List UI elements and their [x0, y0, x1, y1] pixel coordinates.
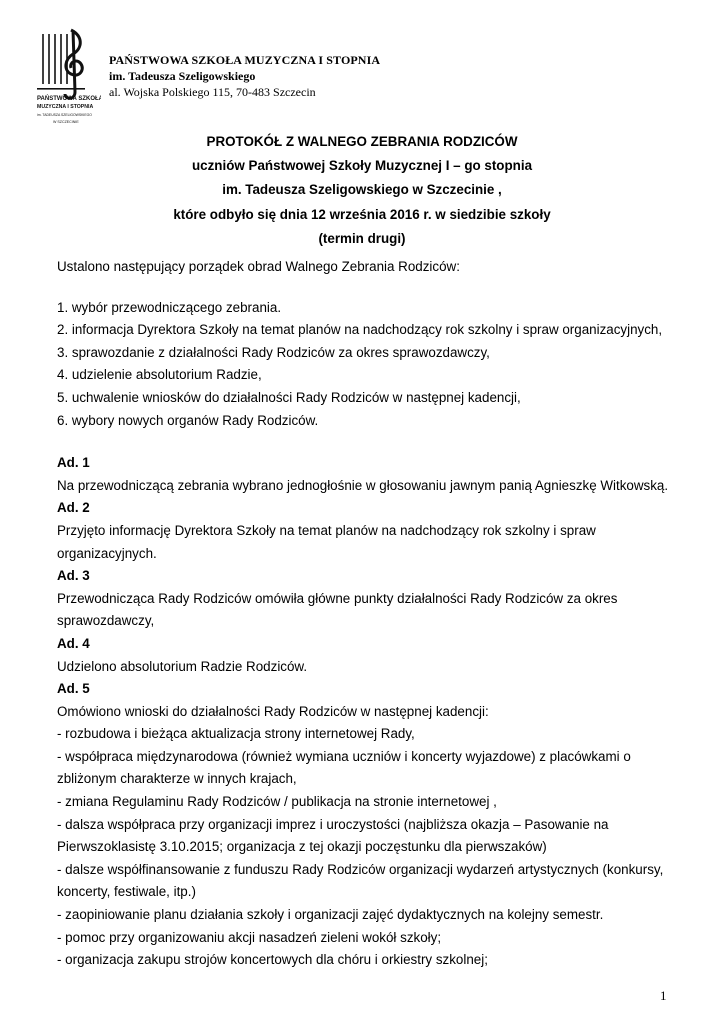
section-line: Przewodnicząca Rady Rodziców omówiła główne punkty działalności Rady Rodziców za okres [57, 590, 618, 606]
agenda-item: 5. uchwalenie wniosków do działalności Rady Rodziców w następnej kadencji, [57, 389, 521, 405]
logo-text-line: MUZYCZNA I STOPNIA [37, 104, 94, 110]
section-ad-1 [57, 452, 697, 497]
school-name: PAŃSTWOWA SZKOŁA MUZYCZNA I STOPNIA [109, 53, 381, 67]
spacer [57, 279, 697, 297]
section-line: - dalsze współfinansowanie z funduszu Rady Rodziców organizacji wydarzeń artystycznych (konkursy, [57, 861, 664, 877]
title-line: im. Tadeusza Szeligowskiego w Szczecinie , [222, 182, 502, 198]
title-line: uczniów Państwowej Szkoły Muzycznej I – go stopnia [191, 158, 533, 174]
agenda-item: 4. udzielenie absolutorium Radzie, [57, 367, 262, 383]
section-ad-2 [57, 497, 697, 565]
logo-text-line: W SZCZECINIE [53, 120, 79, 124]
section-ad-4 [57, 633, 697, 678]
section-heading: Ad. 4 [57, 635, 90, 651]
agenda-item: 2. informacja Dyrektora Szkoły na temat planów na nadchodzący rok szkolny i spraw organizacyjnych, [57, 322, 663, 338]
section-line: zbliżonym charakterze w innych krajach, [57, 771, 297, 787]
section-line: - rozbudowa i bieżąca aktualizacja strony internetowej Rady, [57, 726, 415, 742]
section-line: - organizacja zakupu strojów koncertowych dla chóru i orkiestry szkolnej; [57, 952, 488, 968]
section-line: Pierwszoklasistę 3.10.2015; organizacja z tej okazji poczęstunku dla pierwszaków) [57, 839, 547, 855]
section-line: - dalsza współpraca przy organizacji imprez i uroczystości (najbliższa okazja – Pasowanie na [57, 816, 609, 832]
page-number: 1 [660, 988, 667, 1003]
section-line: - pomoc przy organizowaniu akcji nasadzeń zieleni wokół szkoły; [57, 929, 442, 945]
title-line: które odbyło się dnia 12 września 2016 r. w siedzibie szkoły [173, 206, 551, 222]
section-line: koncerty, festiwale, itp.) [57, 884, 196, 900]
section-line: Na przewodniczącą zebrania wybrano jednogłośnie w głosowaniu jawnym panią Agnieszkę Witkowską. [57, 477, 669, 493]
section-heading: Ad. 3 [57, 568, 90, 584]
school-logo [31, 26, 101, 132]
section-ad-3 [57, 565, 697, 633]
spacer [57, 432, 697, 452]
section-line: Omówiono wnioski do działalności Rady Rodziców w następnej kadencji: [57, 703, 489, 719]
section-ad-5 [57, 678, 697, 972]
agenda-item: 1. wybór przewodniczącego zebrania. [57, 299, 282, 315]
school-header [109, 52, 380, 100]
section-heading: Ad. 5 [57, 681, 90, 697]
agenda-item: 6. wybory nowych organów Rady Rodziców. [57, 412, 319, 428]
school-patron: im. Tadeusza Szeligowskiego [109, 69, 256, 83]
section-line: Przyjęto informację Dyrektora Szkoły na temat planów na nadchodzący rok szkolny i spraw [57, 522, 596, 538]
title-line: PROTOKÓŁ Z WALNEGO ZEBRANIA RODZICÓW [206, 134, 518, 149]
logo-text-line: PAŃSTWOWA SZKOŁA [37, 96, 101, 102]
section-heading: Ad. 2 [57, 500, 90, 516]
section-line: - zaopiniowanie planu działania szkoły i organizacji zajęć dydaktycznych na kolejny semestr. [57, 907, 604, 923]
section-line: sprawozdawczy, [57, 613, 155, 629]
title-line: (termin drugi) [318, 230, 406, 246]
section-line: organizacyjnych. [57, 545, 157, 561]
logo-text-line: im. TADEUSZA SZELIGOWSKIEGO [37, 113, 92, 117]
section-line: - współpraca międzynarodowa (również wymiana uczniów i koncerty wyjazdowe) z placówkami o [57, 748, 631, 764]
section-line: Udzielono absolutorium Radzie Rodziców. [57, 658, 308, 674]
school-address: al. Wojska Polskiego 115, 70-483 Szczecin [109, 85, 316, 99]
agenda-list [57, 297, 697, 433]
section-line: - zmiana Regulaminu Rady Rodziców / publikacja na stronie internetowej , [57, 794, 497, 810]
intro-paragraph: Ustalono następujący porządek obrad Walnego Zebrania Rodziców: [57, 259, 460, 274]
document-title [0, 130, 724, 251]
school-logo-graphic [31, 26, 101, 132]
document-body [57, 256, 697, 972]
agenda-item: 3. sprawozdanie z działalności Rady Rodziców za okres sprawozdawczy, [57, 344, 490, 360]
section-heading: Ad. 1 [57, 455, 90, 471]
